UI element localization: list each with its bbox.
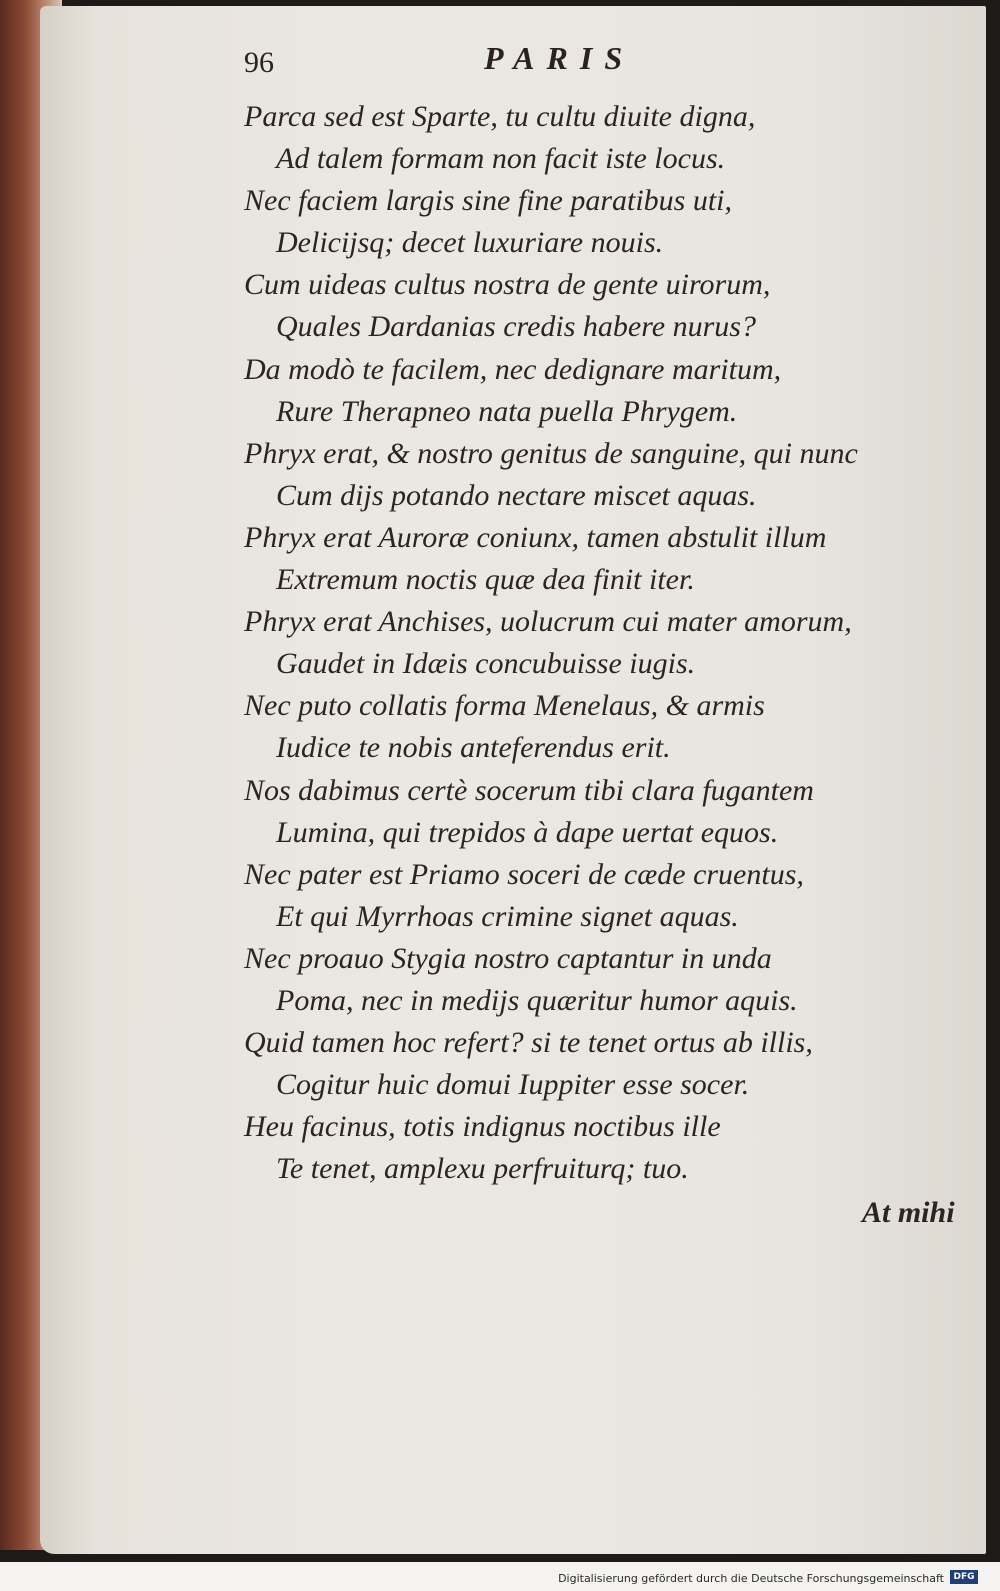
funding-credit: Digitalisierung gefördert durch die Deutsche Forschungsgemeinschaft	[558, 1572, 944, 1585]
verse-line: Cum uideas cultus nostra de gente uirorum,	[244, 268, 771, 302]
verse-line: Iudice te nobis anteferendus erit.	[276, 731, 671, 765]
verse-line: Heu facinus, totis indignus noctibus ille	[244, 1110, 721, 1144]
verse-line: Poma, nec in medijs quæritur humor aquis.	[276, 983, 798, 1017]
verse-line: Phryx erat, & nostro genitus de sanguine, qui nunc	[244, 436, 858, 470]
verse-line: Cum dijs potando nectare miscet aquas.	[276, 478, 757, 512]
verse-line: Lumina, qui trepidos à dape uertat equos.	[276, 815, 779, 849]
verse-line: Te tenet, amplexu perfruiturq; tuo.	[276, 1152, 689, 1186]
verse-line: Parca sed est Sparte, tu cultu diuite digna,	[244, 100, 756, 133]
verse-line: Quales Dardanias credis habere nurus?	[276, 310, 756, 344]
verse-line: Gaudet in Idæis concubuisse iugis.	[276, 647, 696, 681]
running-title: PARIS	[484, 40, 635, 76]
verse-line: Quid tamen hoc refert? si te tenet ortus ab illis,	[244, 1026, 813, 1060]
verse-line: Phryx erat Auroræ coniunx, tamen abstulit illum	[244, 520, 827, 554]
verse-line: Et qui Myrrhoas crimine signet aquas.	[276, 899, 739, 933]
verse-line: Rure Therapneo nata puella Phrygem.	[276, 394, 738, 428]
folio-number: 96	[244, 46, 274, 79]
verse-line: Cogitur huic domui Iuppiter esse socer.	[276, 1068, 750, 1102]
verse-line: Nos dabimus certè socerum tibi clara fugantem	[244, 773, 814, 807]
verse-line: Phryx erat Anchises, uolucrum cui mater amorum,	[244, 605, 852, 639]
verse-line: Da modò te facilem, nec dedignare maritum,	[244, 352, 782, 386]
verse-block	[244, 96, 944, 1190]
verse-line: Nec faciem largis sine fine paratibus uti,	[244, 184, 733, 218]
verse-line: Nec proauo Stygia nostro captantur in unda	[244, 941, 772, 975]
page-header	[240, 38, 860, 78]
verse-line: Nec puto collatis forma Menelaus, & armis	[244, 689, 765, 723]
catchword: At mihi	[862, 1196, 955, 1229]
verse-line: Delicijsq; decet luxuriare nouis.	[276, 226, 664, 260]
verse-line: Ad talem formam non facit iste locus.	[276, 142, 726, 176]
verse-line: Nec pater est Priamo soceri de cæde cruentus,	[244, 857, 804, 891]
verse-line: Extremum noctis quæ dea finit iter.	[276, 563, 695, 597]
dfg-logo-icon: DFG	[950, 1570, 978, 1584]
